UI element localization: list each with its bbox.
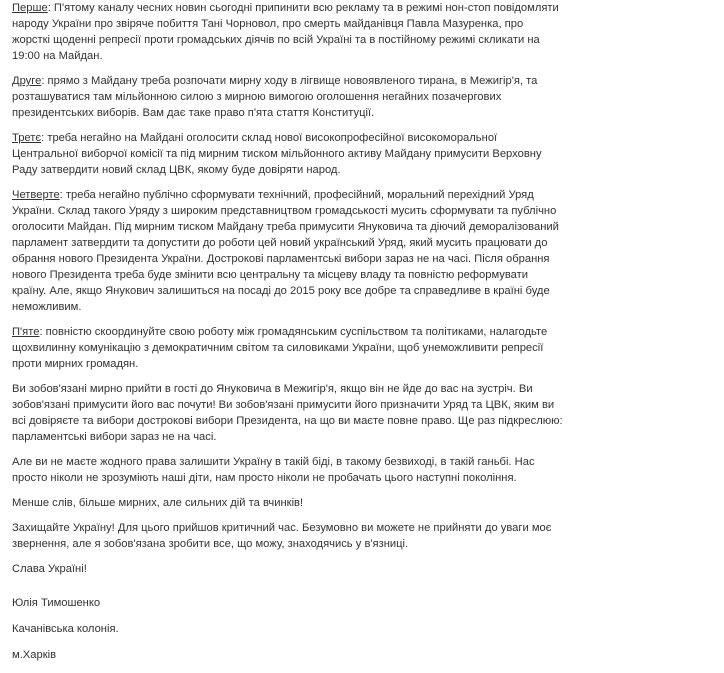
letter-body [12,0,564,673]
signature-city: м.Харків [12,649,57,661]
signature-place: Качанівська колонія. [12,623,119,635]
paragraph-text: : П'ятому каналу чесних новин сьогодні припинити всю рекламу та в режимі нон-стоп повідомляти народу України про звіряче побиття Тані Чорновол, про смерть майданівця Павла Мазуренка, про жорсткі щоденні репресії проти громадських діячів по всій Україні та в постійному режимі скликати на 19:00 на Майдан. [12,2,559,62]
paragraph-body: Менше слів, більше мирних, але сильних дій та вчинків! [12,497,304,509]
signature-block [12,595,564,663]
paragraph-lead: Друге [12,75,42,87]
paragraph-body: Але ви не маєте жодного права залишити Україну в такій біді, в такому безвиході, в такій ганьбі. Нас просто ніколи не зрозуміють наші діти, нам просто ніколи не пробачать цього наступні покоління. [12,456,535,484]
paragraph-fourth [12,187,564,315]
closing-salutation: Слава Україні! [12,563,87,575]
paragraph-lead: П'яте [12,326,40,338]
paragraph-first [12,0,564,64]
spacer [12,586,564,595]
signature-name: Юлія Тимошенко [12,597,101,609]
paragraph-text: : прямо з Майдану треба розпочати мирну ходу в лігвище новоявленого тирана, в Межигір'я, та розташуватися там мільйонною силою з мирною вимогою оголошення негайних позачергових президентських виборів. Вам дає таке право п'ята стаття Конституції. [12,75,538,119]
paragraph-second [12,73,564,121]
paragraph-text: : треба негайно публічно сформувати технічний, професійний, моральний перехідний Уряд України. Склад такого Уряду з широким представництвом громадськості мусить сформувати та публічно оголосити Майдан. Під мирним тиском Майдану треба примусити Януковича та діючий деморалізований парламент затвердити та допустити до роботи цей новий український Уряд, який мусить працювати до обрання нового Президента України. Дострокові парламентські вибори зараз не на часі. Після обрання нового Президента треба буде змінити всю центральну та місцеву владу та повністю реформувати країну. Але, якщо Янукович залишиться на посаді до 2015 року все добре та справедливе в країні буде неможливим. [12,189,559,313]
paragraph-lead: Третє [12,132,42,144]
paragraph-fifth [12,324,564,372]
paragraph-text: : треба негайно на Майдані оголосити склад нової високопрофесійної високоморальної Центральної виборчої комісії та під мирним тиском мільйонного активу Майдану примусити Верховну Раду затвердити новий склад ЦВК, якому буде довіряти народ. [12,132,542,176]
paragraph-body: Захищайте Україну! Для цього прийшов критичний час. Безумовно ви можете не прийняти до уваги моє звернення, але я зобов'язана зробити все, що можу, знаходячись у в'язниці. [12,522,552,550]
paragraph-third [12,130,564,178]
paragraph-lead: Перше [12,2,48,14]
paragraph-text: : повністю скоординуйте свою роботу між громадянським суспільством та політиками, налагодьте щохвилинну комунікацію з демократичним світом та силовиками України, щоб унеможливити репресії проти мирних громадян. [12,326,548,370]
paragraph-body: Ви зобов'язані мирно прийти в гості до Януковича в Межигір'я, якщо він не йде до вас на зустріч. Ви зобов'язані примусити його вас почути! Ви зобов'язані примусити його призначити Уряд та ЦВК, яким ви всі довіряєте та вибори дострокові вибори Президента, на що ви маєте повне право. Ще раз підкреслюю: парламентські вибори зараз не на часі. [12,383,563,443]
paragraph-lead: Четверте [12,189,60,201]
